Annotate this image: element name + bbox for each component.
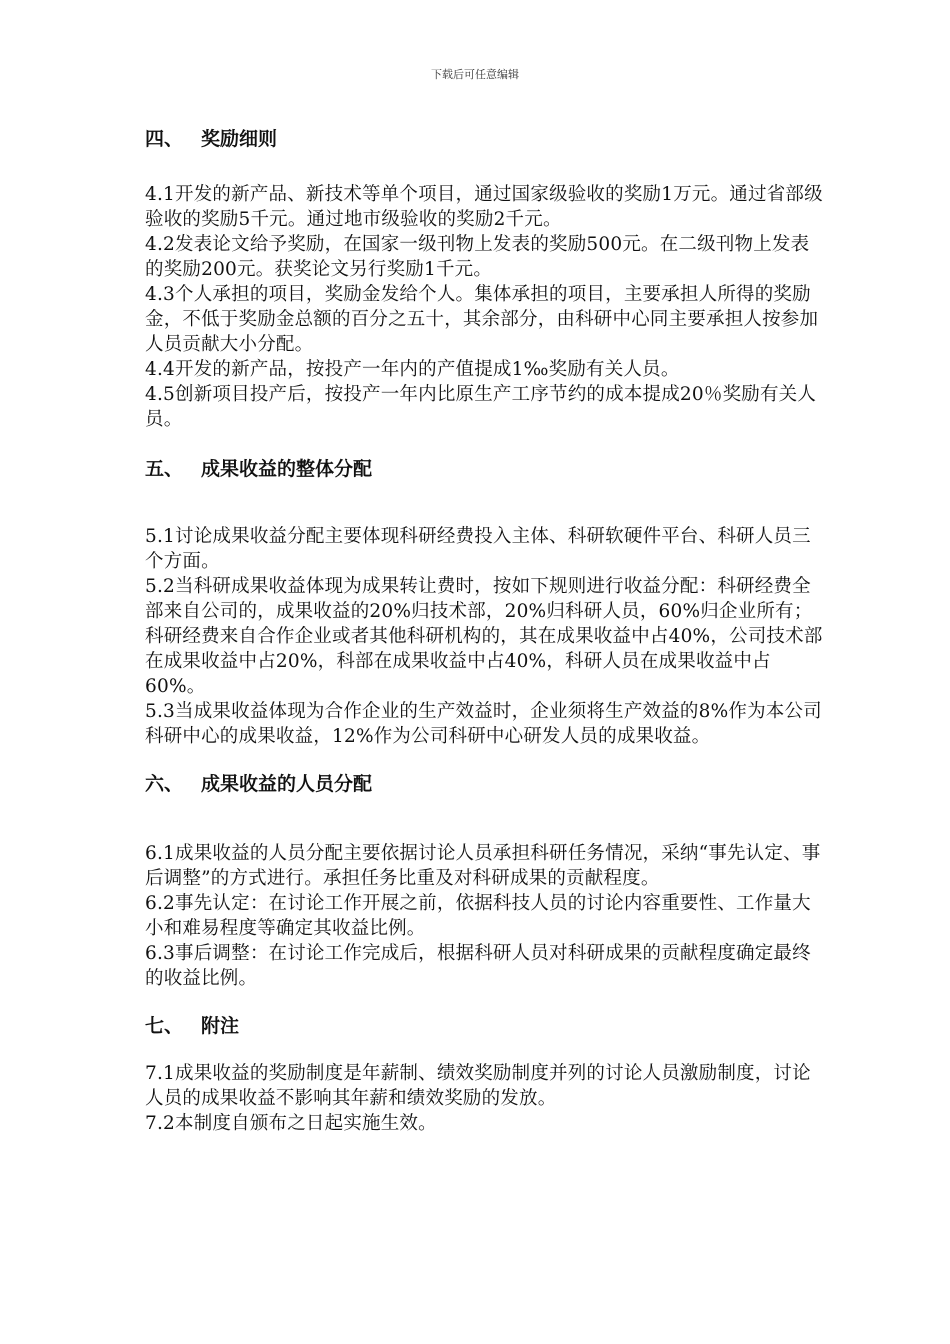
section-heading-5 [145, 456, 825, 482]
section-title: 成果收益的整体分配 [201, 458, 373, 480]
paragraph-5-3: 5.3当成果收益体现为合作企业的生产效益时，企业须将生产效益的8%作为本公司科研中心的成果收益，12%作为公司科研中心研发人员的成果收益。 [145, 701, 822, 747]
paragraph-4-2: 4.2发表论文给予奖励，在国家一级刊物上发表的奖励500元。在二级刊物上发表的奖励200元。获奖论文另行奖励1千元。 [145, 234, 810, 280]
section-body-5 [145, 524, 825, 749]
paragraph-7-2: 7.2本制度自颁布之日起实施生效。 [145, 1113, 437, 1134]
section-body-4 [145, 182, 825, 432]
paragraph-5-2: 5.2当科研成果收益体现为成果转让费时，按如下规则进行收益分配：科研经费全部来自公司的，成果收益的20%归技术部，20%归科研人员，60%归企业所有；科研经费来自合作企业或者其他科研机构的，其在成果收益中占40%，公司技术部在成果收益中占20%，科部在成果收益中占40%，科研人员在成果收益中占60%。 [145, 576, 823, 697]
section-title: 奖励细则 [201, 128, 278, 150]
section-title: 附注 [201, 1015, 240, 1037]
paragraph-5-1: 5.1讨论成果收益分配主要体现科研经费投入主体、科研软硬件平台、科研人员三个方面。 [145, 526, 811, 572]
section-number: 五、 [145, 458, 184, 480]
section-heading-6 [145, 771, 825, 797]
section-heading-7 [145, 1013, 825, 1039]
section-number: 六、 [145, 773, 184, 795]
section-number: 四、 [145, 128, 184, 150]
section-body-7 [145, 1061, 825, 1136]
section-title: 成果收益的人员分配 [201, 773, 373, 795]
paragraph-4-3: 4.3个人承担的项目，奖励金发给个人。集体承担的项目，主要承担人所得的奖励金，不低于奖励金总额的百分之五十，其余部分，由科研中心同主要承担人按参加人员贡献大小分配。 [145, 284, 819, 355]
document-body [145, 118, 825, 1136]
paragraph-4-4: 4.4开发的新产品，按投产一年内的产值提成1‰奖励有关人员。 [145, 359, 680, 380]
section-heading-4 [145, 126, 825, 152]
paragraph-6-2: 6.2事先认定：在讨论工作开展之前，依据科技人员的讨论内容重要性、工作量大小和难易程度等确定其收益比例。 [145, 893, 811, 939]
paragraph-7-1: 7.1成果收益的奖励制度是年薪制、绩效奖励制度并列的讨论人员激励制度，讨论人员的成果收益不影响其年薪和绩效奖励的发放。 [145, 1063, 811, 1109]
section-body-6 [145, 841, 825, 991]
paragraph-6-3: 6.3事后调整：在讨论工作完成后，根据科研人员对科研成果的贡献程度确定最终的收益比例。 [145, 943, 811, 989]
paragraph-4-1: 4.1开发的新产品、新技术等单个项目，通过国家级验收的奖励1万元。通过省部级验收的奖励5千元。通过地市级验收的奖励2千元。 [145, 184, 823, 230]
paragraph-6-1: 6.1成果收益的人员分配主要依据讨论人员承担科研任务情况，采纳“事先认定、事后调整”的方式进行。承担任务比重及对科研成果的贡献程度。 [145, 843, 821, 889]
paragraph-4-5: 4.5创新项目投产后，按投产一年内比原生产工序节约的成本提成20％奖励有关人员。 [145, 384, 817, 430]
section-number: 七、 [145, 1015, 184, 1037]
page-header-note: 下载后可任意编辑 [431, 68, 519, 81]
